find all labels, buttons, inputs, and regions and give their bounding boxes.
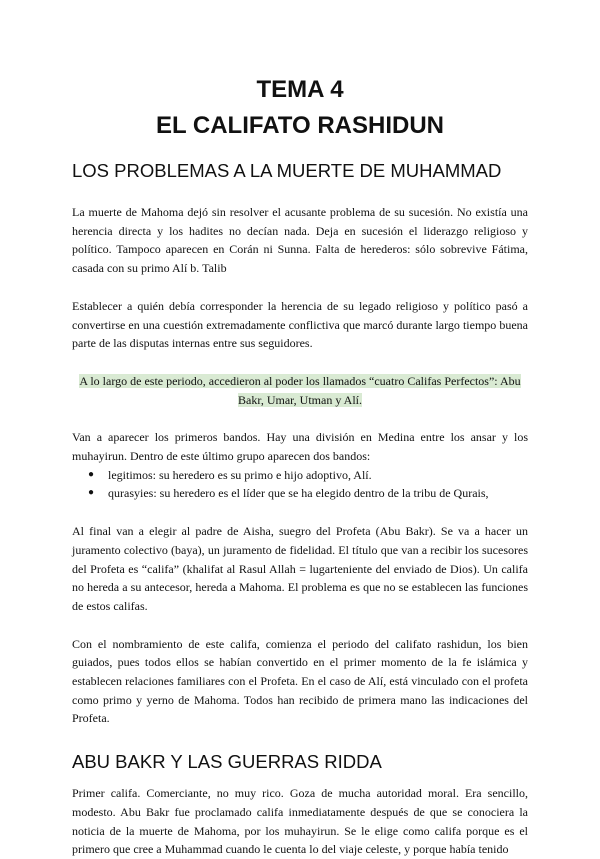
- highlighted-note-text: A lo largo de este periodo, accedieron al poder los llamados “cuatro Califas Perfectos”: Abu Bakr, Umar, Utman y Alí.: [79, 373, 521, 407]
- list-item-text: legitimos: su heredero es su primo e hijo adoptivo, Alí.: [108, 467, 372, 482]
- section-1-paragraph-3: Van a aparecer los primeros bandos. Hay una división en Medina entre los ansar y los muhayirun. Dentro de este último grupo aparecen dos bandos:: [72, 430, 528, 464]
- section-1-heading: LOS PROBLEMAS A LA MUERTE DE MUHAMMAD: [72, 160, 502, 181]
- list-item: [88, 484, 528, 503]
- document-title-line-2: EL CALIFATO RASHIDUN: [155, 112, 444, 139]
- section-1-paragraph-5: Con el nombramiento de este califa, comienza el periodo del califato rashidun, los bien guiados, pues todos ellos se habían convertido en el primer momento de la fe islámica y establecen relaciones familiares con el Profeta. En el caso de Alí, está vinculado con el profeta como primo y yerno de Mahoma. Todos han recibido de primera mano las indicaciones del Profeta.: [72, 636, 528, 726]
- section-1-paragraph-1: La muerte de Mahoma dejó sin resolver el acusante problema de su sucesión. No existía una herencia directa y los hadites no decían nada. Deja en sucesión el liderazgo religioso y político. Tampoco aparecen en Corán ni Sunna. Falta de herederos: sólo sobrevive Fátima, casada con su primo Alí b. Talib: [72, 205, 528, 276]
- factions-list: [72, 466, 528, 503]
- section-1-paragraph-2: Establecer a quién debía corresponder la herencia de su legado religioso y político pasó a convertirse en una cuestión extremadamente conflictiva que marcó durante largo tiempo buena parte de las disputas internas entre sus seguidores.: [72, 298, 528, 351]
- document-title-line-1: TEMA 4: [256, 76, 344, 103]
- bullet-icon: ●: [88, 468, 95, 480]
- list-item-text: qurasyies: su heredero es el líder que se ha elegido dentro de la tribu de Qurais,: [108, 486, 489, 501]
- section-2-paragraph-1: Primer califa. Comerciante, no muy rico. Goza de mucha autoridad moral. Era sencillo, modesto. Abu Bakr fue proclamado califa inmediatamente después de que se conociera la noticia de la muerte de Mahoma, por los muhayirun. Se le elige como califa porque es el primero que cree a Muhammad cuando le cuenta lo del viaje celeste, y porque había tenido: [72, 786, 528, 857]
- section-2-heading: ABU BAKR Y LAS GUERRAS RIDDA: [72, 751, 382, 773]
- bullet-icon: ●: [88, 487, 95, 499]
- list-item: [88, 466, 528, 485]
- highlighted-note: [72, 372, 528, 409]
- section-1-paragraph-4: Al final van a elegir al padre de Aisha, suegro del Profeta (Abu Bakr). Se va a hacer un juramento colectivo (baya), un juramento de fidelidad. El título que van a recibir los sucesores del Profeta es “califa” (khalifat al Rasul Allah = lugarteniente del enviado de Dios). Un califa no hereda a su antecesor, hereda a Mahoma. El problema es que no se establecen las funciones de estos califas.: [72, 524, 528, 613]
